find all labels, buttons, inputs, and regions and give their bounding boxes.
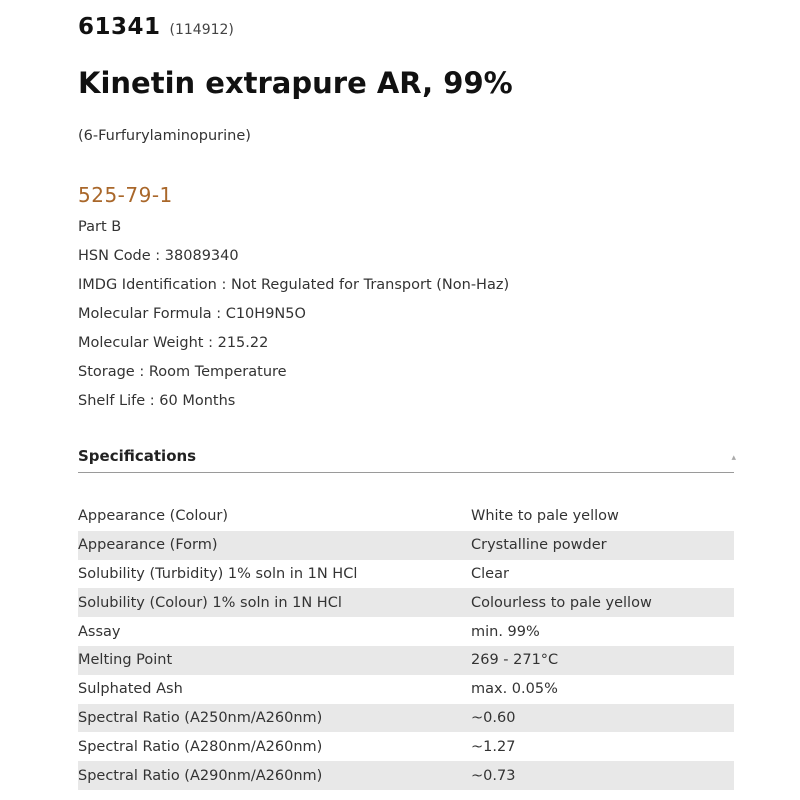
collapse-caret-icon: ▴ <box>731 453 736 463</box>
product-code: 61341 <box>78 14 161 40</box>
spec-value: ~0.60 <box>471 704 734 733</box>
property-hsn-code: HSN Code : 38089340 <box>78 248 239 264</box>
spec-value: Clear <box>471 565 509 582</box>
spec-value: Colourless to pale yellow <box>471 588 734 617</box>
spec-param: Appearance (Colour) <box>78 508 229 525</box>
table-row <box>78 502 734 531</box>
spec-param: Sulphated Ash <box>78 681 183 698</box>
spec-value: min. 99% <box>471 623 540 640</box>
spec-value: max. 0.05% <box>471 681 558 698</box>
product-code-line <box>78 14 234 40</box>
spec-value: Crystalline powder <box>471 531 734 560</box>
spec-param: Assay <box>78 623 121 640</box>
table-row <box>78 617 734 646</box>
spec-value: 269 - 271°C <box>471 646 734 675</box>
spec-param: Solubility (Colour) 1% soln in 1N HCl <box>78 588 471 617</box>
property-molecular-formula: Molecular Formula : C10H9N5O <box>78 306 306 322</box>
specifications-heading[interactable] <box>78 446 734 473</box>
spec-param: Melting Point <box>78 646 471 675</box>
table-row <box>78 531 734 560</box>
product-properties <box>78 216 509 419</box>
product-title: Kinetin extrapure AR, 99% <box>78 66 513 100</box>
spec-param: Solubility (Turbidity) 1% soln in 1N HCl <box>78 565 358 582</box>
table-row <box>78 761 734 790</box>
spec-param: Spectral Ratio (A250nm/A260nm) <box>78 704 471 733</box>
spec-param: Spectral Ratio (A290nm/A260nm) <box>78 761 471 790</box>
table-row <box>78 732 734 761</box>
product-synonym: (6-Furfurylaminopurine) <box>78 128 251 144</box>
property-imdg: IMDG Identification : Not Regulated for Transport (Non-Haz) <box>78 277 510 293</box>
property-part: Part B <box>78 219 122 235</box>
property-storage: Storage : Room Temperature <box>78 364 287 380</box>
spec-param: Appearance (Form) <box>78 531 471 560</box>
spec-value: White to pale yellow <box>471 508 619 525</box>
cas-number[interactable]: 525-79-1 <box>78 183 173 207</box>
property-molecular-weight: Molecular Weight : 215.22 <box>78 335 269 351</box>
table-row <box>78 675 734 704</box>
table-row <box>78 588 734 617</box>
spec-param: Spectral Ratio (A280nm/A260nm) <box>78 738 323 755</box>
table-row <box>78 704 734 733</box>
specifications-table <box>78 502 734 790</box>
spec-value: ~1.27 <box>471 738 516 755</box>
table-row <box>78 560 734 589</box>
table-row <box>78 646 734 675</box>
property-shelf-life: Shelf Life : 60 Months <box>78 393 236 409</box>
specifications-heading-label: Specifications <box>78 447 197 465</box>
product-alt-code: (114912) <box>169 22 234 38</box>
spec-value: ~0.73 <box>471 761 734 790</box>
